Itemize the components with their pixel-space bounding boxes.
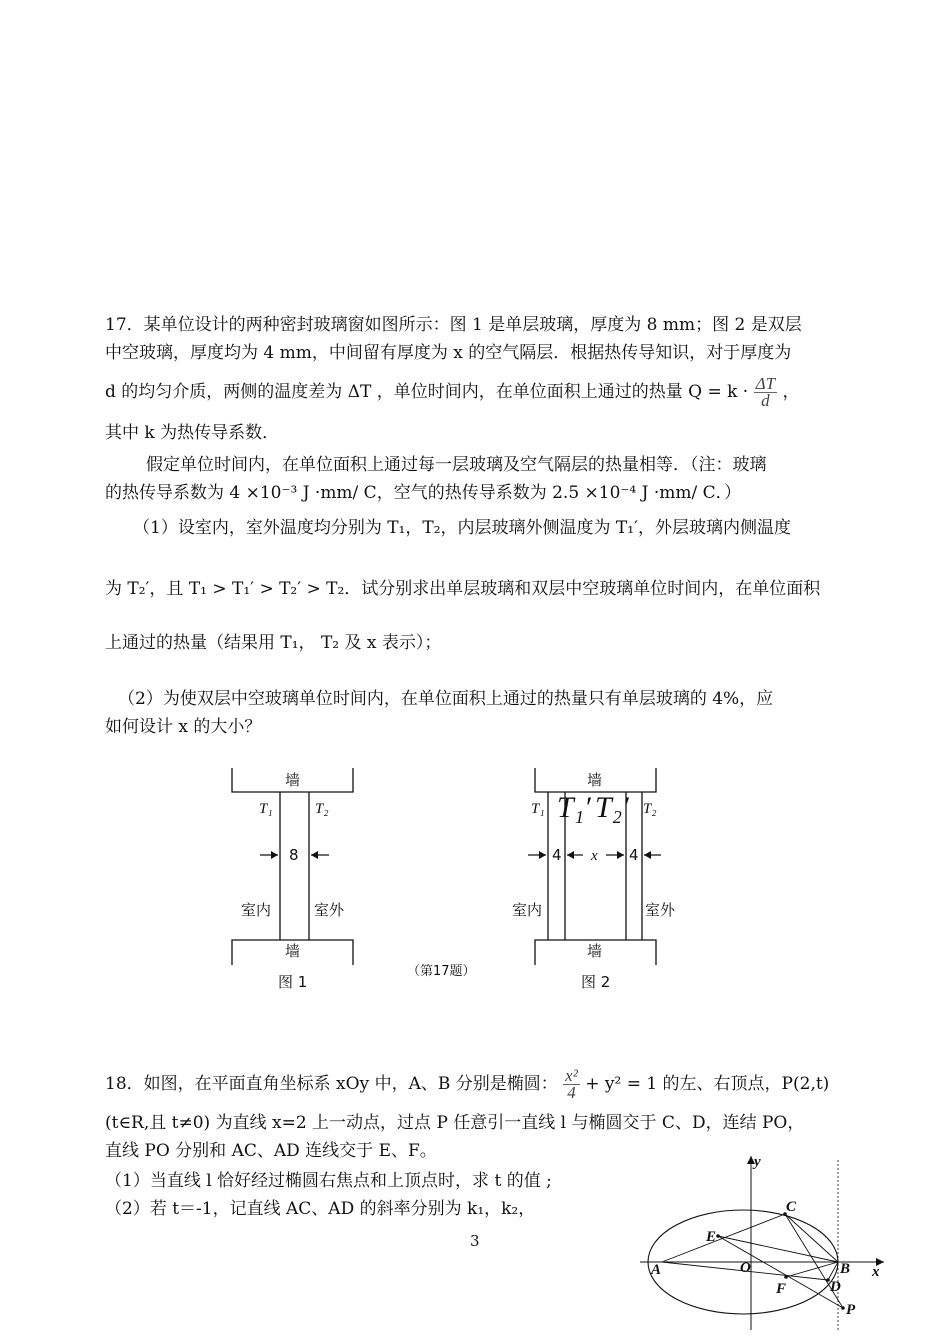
p17-line-3-text: d 的均匀介质，两侧的温度差为 ΔT ，单位时间内，在单位面积上通过的热量 Q = k · <box>105 382 754 402</box>
fig2-t1-prime-label: T₁′ <box>557 791 591 824</box>
fig2-caption: 图 2 <box>581 973 611 991</box>
fig2-arrow-right-head <box>644 851 651 859</box>
fig2-outside-label: 室外 <box>645 901 676 919</box>
line-AC <box>662 1214 785 1262</box>
p18-line-4: （1）当直线 l 恰好经过椭圆右焦点和上顶点时，求 t 的值 ; <box>105 1171 552 1191</box>
p18-line-1-end: + y² = 1 的左、右顶点，P(2,t) <box>585 1074 830 1094</box>
label-E: E <box>706 1229 717 1245</box>
label-F: F <box>776 1281 787 1297</box>
label-B: B <box>840 1261 851 1277</box>
fig2-arrow-left-head <box>539 851 546 859</box>
fig1-thickness-label: 8 <box>289 846 299 864</box>
figure-2 <box>512 768 676 991</box>
p17-line-6: 的热传导系数为 4 ×10⁻³ J ·mm/ C，空气的热传导系数为 2.5 ×10⁻⁴ J ·mm/ C．） <box>105 483 742 503</box>
label-x: x <box>872 1264 880 1280</box>
line-FB <box>786 1262 838 1277</box>
glass-window-figure <box>215 760 685 1000</box>
label-y: y <box>754 1154 761 1170</box>
fig2-t2-label: T₂ <box>643 801 657 817</box>
fig2-t1-label: T₁ <box>531 801 545 817</box>
p18-line-1-text: 18．如图，在平面直角坐标系 xOy 中，A、B 分别是椭圆： <box>105 1074 558 1094</box>
point-E <box>716 1234 720 1238</box>
p17-line-8: 为 T₂′，且 T₁ > T₁′ > T₂′ > T₂．试分别求出单层玻璃和双层中空玻璃单位时间内，在单位面积 <box>105 579 821 599</box>
fig2-inner-thickness-label: 4 <box>552 846 562 864</box>
ellipse-fraction-denominator: 4 <box>567 1083 576 1102</box>
p17-line-5: 假定单位时间内，在单位面积上通过每一层玻璃及空气隔层的热量相等．（注：玻璃 <box>146 455 767 475</box>
figure-1 <box>232 768 353 991</box>
fig1-inside-label: 室内 <box>241 901 272 919</box>
page-number: 3 <box>470 1232 480 1250</box>
fig2-outer-thickness-label: 4 <box>629 846 639 864</box>
fig1-t1-label: T₁ <box>259 801 273 817</box>
line-CB <box>785 1214 838 1262</box>
p18-line-2: (t∈R,且 t≠0) 为直线 x=2 上一动点，过点 P 任意引一直线 l 与椭圆交于 C、D，连结 PO， <box>105 1113 805 1133</box>
ellipse-figure <box>640 1150 890 1335</box>
line-PO <box>718 1236 843 1308</box>
ellipse-fraction-numerator: x² <box>565 1066 578 1085</box>
p17-line-10: （2）为使双层中空玻璃单位时间内，在单位面积上通过的热量只有单层玻璃的 4%，应 <box>118 689 774 709</box>
heat-fraction <box>754 376 777 409</box>
ellipse-fraction <box>563 1068 580 1101</box>
p17-line-3-end: ， <box>782 382 800 402</box>
heat-fraction-denominator: d <box>761 391 770 410</box>
point-P <box>841 1306 845 1310</box>
fig2-gap-label: x <box>591 848 598 864</box>
fig1-arrow-left-head <box>271 851 278 859</box>
p17-line-1: 17．某单位设计的两种密封玻璃窗如图所示：图 1 是单层玻璃，厚度为 8 mm；图 2 是双层 <box>105 315 802 335</box>
fig1-t2-label: T₂ <box>315 801 329 817</box>
problem-17-caption: （第17题） <box>407 964 476 979</box>
label-D: D <box>830 1279 841 1295</box>
label-C: C <box>786 1199 797 1215</box>
fig1-caption: 图 1 <box>278 973 308 991</box>
label-O: O <box>740 1260 751 1276</box>
p18-line-1 <box>105 1068 829 1101</box>
p17-line-2: 中空玻璃，厚度均为 4 mm，中间留有厚度为 x 的空气隔层．根据热传导知识，对于厚度为 <box>105 343 792 363</box>
label-P: P <box>846 1302 856 1318</box>
p17-line-3 <box>105 376 799 409</box>
fig1-outside-label: 室外 <box>314 901 345 919</box>
p17-line-9: 上通过的热量（结果用 T₁， T₂ 及 x 表示）； <box>105 633 442 653</box>
p17-line-4: 其中 k 为热传导系数． <box>105 423 280 443</box>
fig2-inside-label: 室内 <box>512 901 543 919</box>
p18-line-5: （2）若 t＝-1，记直线 AC、AD 的斜率分别为 k₁，k₂， <box>105 1199 536 1219</box>
label-A: A <box>651 1262 662 1278</box>
fig2-arrow-mid-left-head <box>567 851 574 859</box>
p18-line-3: 直线 PO 分别和 AC、AD 连线交于 E、F。 <box>105 1141 437 1161</box>
heat-fraction-numerator: ΔT <box>755 374 776 393</box>
p17-line-7: （1）设室内，室外温度均分别为 T₁，T₂，内层玻璃外侧温度为 T₁′，外层玻璃内侧温度 <box>133 518 791 538</box>
fig1-bottom-wall-label: 墙 <box>285 942 301 960</box>
fig1-top-wall-label: 墙 <box>285 771 301 789</box>
fig2-bottom-wall-label: 墙 <box>587 942 603 960</box>
fig2-arrow-mid-right-head <box>617 851 624 859</box>
fig1-arrow-right-head <box>311 851 318 859</box>
line-EB <box>718 1236 838 1262</box>
fig2-t2-prime-label: T₂′ <box>595 791 629 824</box>
point-F <box>784 1275 788 1279</box>
p17-line-11: 如何设计 x 的大小？ <box>105 717 262 737</box>
fig2-top-wall-label: 墙 <box>587 771 603 789</box>
ellipse-labels <box>650 1154 880 1318</box>
